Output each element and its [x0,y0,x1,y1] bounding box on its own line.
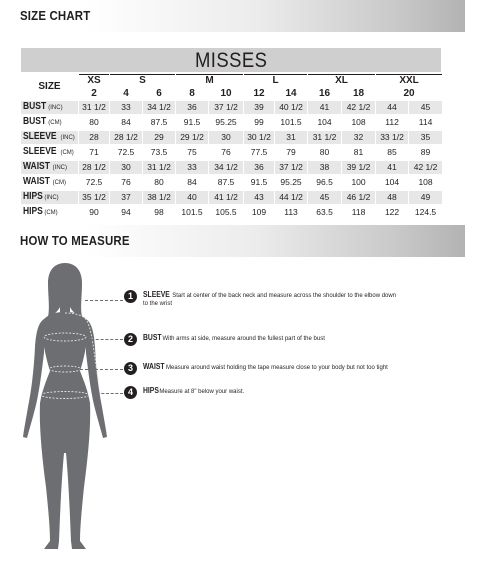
measurement-value: 91.5 [176,116,208,129]
measurement-value: 29 1/2 [176,131,208,144]
sleeve-leader-line [85,300,123,301]
step-number-badge: 1 [124,290,137,303]
waist-leader-line [80,369,123,370]
step-number-badge: 2 [124,333,137,346]
measurement-row [21,206,442,219]
row-label [21,191,78,204]
row-label [21,131,78,144]
measurement-value: 124.5 [409,206,442,219]
measurement-value: 40 1/2 [275,101,307,114]
bust-leader-line [86,339,123,340]
measurement-name: SLEEVE [23,146,57,157]
measurement-name: SLEEVE [23,131,57,142]
measurement-value: 42 1/2 [342,101,375,114]
hips-leader-line [92,393,123,394]
measurement-value: 104 [376,176,408,189]
measurement-unit: (INC) [48,105,63,111]
size-chart-header [0,0,465,32]
measurement-value: 89 [409,146,442,159]
measurement-unit: (CM) [44,210,58,216]
measurement-value: 36 [176,101,208,114]
measurement-value: 49 [409,191,442,204]
measurement-row [21,101,442,114]
measurement-value: 34 1/2 [143,101,175,114]
step-name: BUST [143,333,162,342]
measurement-value: 80 [79,116,109,129]
size-group-l: L [244,74,307,86]
step-name: HIPS [143,386,159,395]
measurement-value: 31 1/2 [143,161,175,174]
size-label-cell: SIZE [21,74,78,99]
misses-title-bar [21,48,441,72]
step-description [143,387,398,397]
row-label [21,206,78,219]
measurement-value: 33 [110,101,142,114]
measurement-row [21,161,442,174]
measurement-value: 44 [376,101,408,114]
measurement-name: WAIST [23,176,50,187]
measurement-value: 41 [376,161,408,174]
measurement-value: 37 [110,191,142,204]
row-label [21,116,78,129]
measurement-value: 76 [110,176,142,189]
measurement-value: 77.5 [244,146,274,159]
measurement-value: 45 [308,191,341,204]
measurement-value: 99 [244,116,274,129]
measurement-value: 87.5 [209,176,243,189]
woman-silhouette-icon [14,257,116,557]
step-number-badge: 4 [124,386,137,399]
measurement-value: 80 [308,146,341,159]
measurement-value: 91.5 [244,176,274,189]
measurement-value: 118 [342,206,375,219]
measurement-value: 38 1/2 [143,191,175,204]
measurement-name: BUST [23,116,47,127]
step-description [143,363,398,373]
size-group-s: S [110,74,175,86]
size-number: 8 [176,88,208,99]
measurement-value: 34 1/2 [209,161,243,174]
how-to-measure-title: HOW TO MEASURE [20,233,130,248]
measurement-value: 30 [209,131,243,144]
size-chart-title: SIZE CHART [20,8,91,23]
size-number: 14 [275,88,307,99]
step-text: Measure around waist holding the tape measure close to your body but not too tight [166,365,388,371]
size-number: 10 [209,88,243,99]
size-number: 2 [79,88,109,99]
size-grid [20,72,443,221]
measurement-value: 87.5 [143,116,175,129]
measurement-row [21,116,442,129]
row-label [21,146,78,159]
measurement-value: 122 [376,206,408,219]
step-number-badge: 3 [124,362,137,375]
measurement-value: 32 [342,131,375,144]
measurement-name: WAIST [23,161,50,172]
measurement-value: 113 [275,206,307,219]
measurement-value: 45 [409,101,442,114]
step-text: Start at center of the back neck and measure across the shoulder to the elbow down to the wrist [143,293,397,307]
measurement-value: 46 1/2 [342,191,375,204]
measurement-value: 28 [79,131,109,144]
step-description [143,334,398,344]
measurement-unit: (INC) [60,135,75,141]
misses-title: MISSES [194,49,268,72]
size-number: 4 [110,88,142,99]
measurement-value: 30 [110,161,142,174]
size-group-xxl: XXL [376,74,442,86]
step-description [143,291,398,308]
measurement-value: 79 [275,146,307,159]
measurement-value: 31 1/2 [79,101,109,114]
size-group-xl: XL [308,74,375,86]
measurement-row [21,146,442,159]
measurement-value: 36 [244,161,274,174]
measurement-value: 29 [143,131,175,144]
measurement-value: 105.5 [209,206,243,219]
measurement-value: 43 [244,191,274,204]
step-text: Measure at 8" below your waist. [159,389,245,395]
measurement-value: 108 [409,176,442,189]
measurement-value: 37 1/2 [275,161,307,174]
measurement-value: 28 1/2 [110,131,142,144]
size-number-header-row [21,88,442,99]
measurement-value: 101.5 [275,116,307,129]
measurement-value: 76 [209,146,243,159]
measurement-value: 31 1/2 [308,131,341,144]
size-table [21,48,441,221]
measurement-value: 114 [409,116,442,129]
measurement-value: 98 [143,206,175,219]
row-label [21,161,78,174]
measurement-value: 35 [409,131,442,144]
measurement-unit: (CM) [48,120,62,126]
measurement-name: BUST [23,101,47,112]
size-number: 6 [143,88,175,99]
measurement-row [21,131,442,144]
measurement-value: 44 1/2 [275,191,307,204]
measurement-value: 81 [342,146,375,159]
measurement-value: 85 [376,146,408,159]
measurement-value: 63.5 [308,206,341,219]
measurement-value: 41 [308,101,341,114]
measurement-value: 96.5 [308,176,341,189]
measurement-value: 90 [79,206,109,219]
size-number: 18 [342,88,375,99]
measurement-name: HIPS [23,206,43,217]
measurement-value: 31 [275,131,307,144]
measurement-unit: (CM) [60,150,74,156]
measurement-unit: (INC) [44,195,59,201]
measurement-value: 33 1/2 [376,131,408,144]
measurement-value: 109 [244,206,274,219]
measurement-value: 108 [342,116,375,129]
measurement-value: 80 [143,176,175,189]
measurement-unit: (INC) [52,165,68,171]
measurement-value: 39 [244,101,274,114]
row-label [21,101,78,114]
size-number: 20 [376,88,442,99]
step-name: WAIST [143,362,165,371]
measurement-unit: (CM) [52,180,66,186]
measurement-name: HIPS [23,191,43,202]
measurement-value: 101.5 [176,206,208,219]
measurement-row [21,191,442,204]
measurement-value: 112 [376,116,408,129]
row-label [21,176,78,189]
measurement-value: 42 1/2 [409,161,442,174]
measurement-value: 37 1/2 [209,101,243,114]
measurement-value: 38 [308,161,341,174]
measurement-value: 95.25 [209,116,243,129]
measurement-value: 84 [176,176,208,189]
size-number: 16 [308,88,341,99]
measurement-value: 100 [342,176,375,189]
size-group-header-row [21,74,442,86]
measurement-value: 28 1/2 [79,161,109,174]
measurement-value: 94 [110,206,142,219]
measurement-value: 73.5 [143,146,175,159]
measurement-value: 39 1/2 [342,161,375,174]
size-group-m: M [176,74,243,86]
measurement-value: 33 [176,161,208,174]
measurement-value: 72.5 [79,176,109,189]
measurement-value: 41 1/2 [209,191,243,204]
measurement-value: 30 1/2 [244,131,274,144]
size-number: 12 [244,88,274,99]
measurement-value: 35 1/2 [79,191,109,204]
measurement-value: 104 [308,116,341,129]
step-text: With arms at side, measure around the fullest part of the bust [162,336,325,342]
size-group-xs: XS [79,74,109,86]
measurement-value: 95.25 [275,176,307,189]
measurement-value: 72.5 [110,146,142,159]
how-to-measure-header [0,225,465,257]
step-name: SLEEVE [143,290,170,299]
measurement-row [21,176,442,189]
measurement-value: 84 [110,116,142,129]
measurement-value: 71 [79,146,109,159]
measurement-value: 48 [376,191,408,204]
measurement-value: 75 [176,146,208,159]
measurement-value: 40 [176,191,208,204]
